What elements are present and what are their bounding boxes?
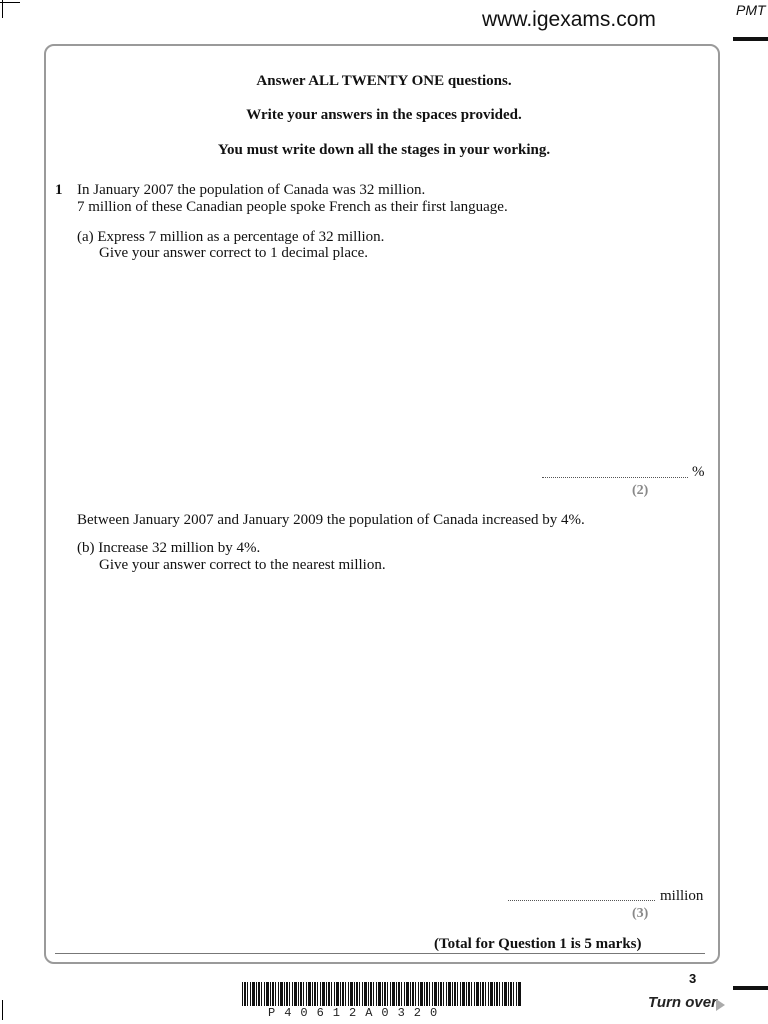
part-a-text: (a) Express 7 million as a percentage of 32 million. — [77, 229, 385, 245]
instruction-line: Answer ALL TWENTY ONE questions. — [256, 73, 512, 89]
question-text: Between January 2007 and January 2009 the population of Canada increased by 4%. — [77, 512, 585, 528]
turn-over-arrow-icon — [716, 999, 725, 1011]
corner-mark — [2, 0, 3, 18]
question-text: In January 2007 the population of Canada was 32 million. — [77, 182, 426, 198]
answer-unit-b: million — [660, 888, 704, 904]
working-space-a[interactable] — [48, 265, 718, 460]
marks-a: (2) — [632, 483, 649, 498]
corner-mark — [0, 2, 20, 3]
part-b-text: Give your answer correct to the nearest million. — [99, 557, 386, 573]
marks-b: (3) — [632, 906, 649, 921]
barcode — [242, 982, 522, 1006]
divider — [55, 953, 705, 954]
question-total: (Total for Question 1 is 5 marks) — [434, 936, 642, 952]
turn-over-label: Turn over — [648, 994, 717, 1011]
working-space-b[interactable] — [48, 578, 718, 878]
answer-unit-a: % — [692, 464, 705, 480]
margin-bar — [733, 37, 768, 41]
part-a-text: Give your answer correct to 1 decimal place. — [99, 245, 369, 261]
question-text: 7 million of these Canadian people spoke French as their first language. — [77, 199, 508, 215]
corner-label: PMT — [736, 2, 766, 18]
part-b-text: (b) Increase 32 million by 4%. — [77, 540, 261, 556]
instruction-line: You must write down all the stages in your working. — [217, 142, 551, 158]
page-number: 3 — [689, 971, 697, 986]
barcode-text: P40612A0320 — [268, 1006, 447, 1020]
answer-line-a[interactable] — [542, 477, 688, 478]
corner-mark — [2, 1000, 3, 1020]
margin-bar — [733, 986, 768, 990]
site-url: www.igexams.com — [482, 8, 656, 31]
instruction-line: Write your answers in the spaces provided. — [246, 107, 522, 123]
question-number: 1 — [55, 182, 63, 198]
answer-line-b[interactable] — [508, 900, 655, 901]
